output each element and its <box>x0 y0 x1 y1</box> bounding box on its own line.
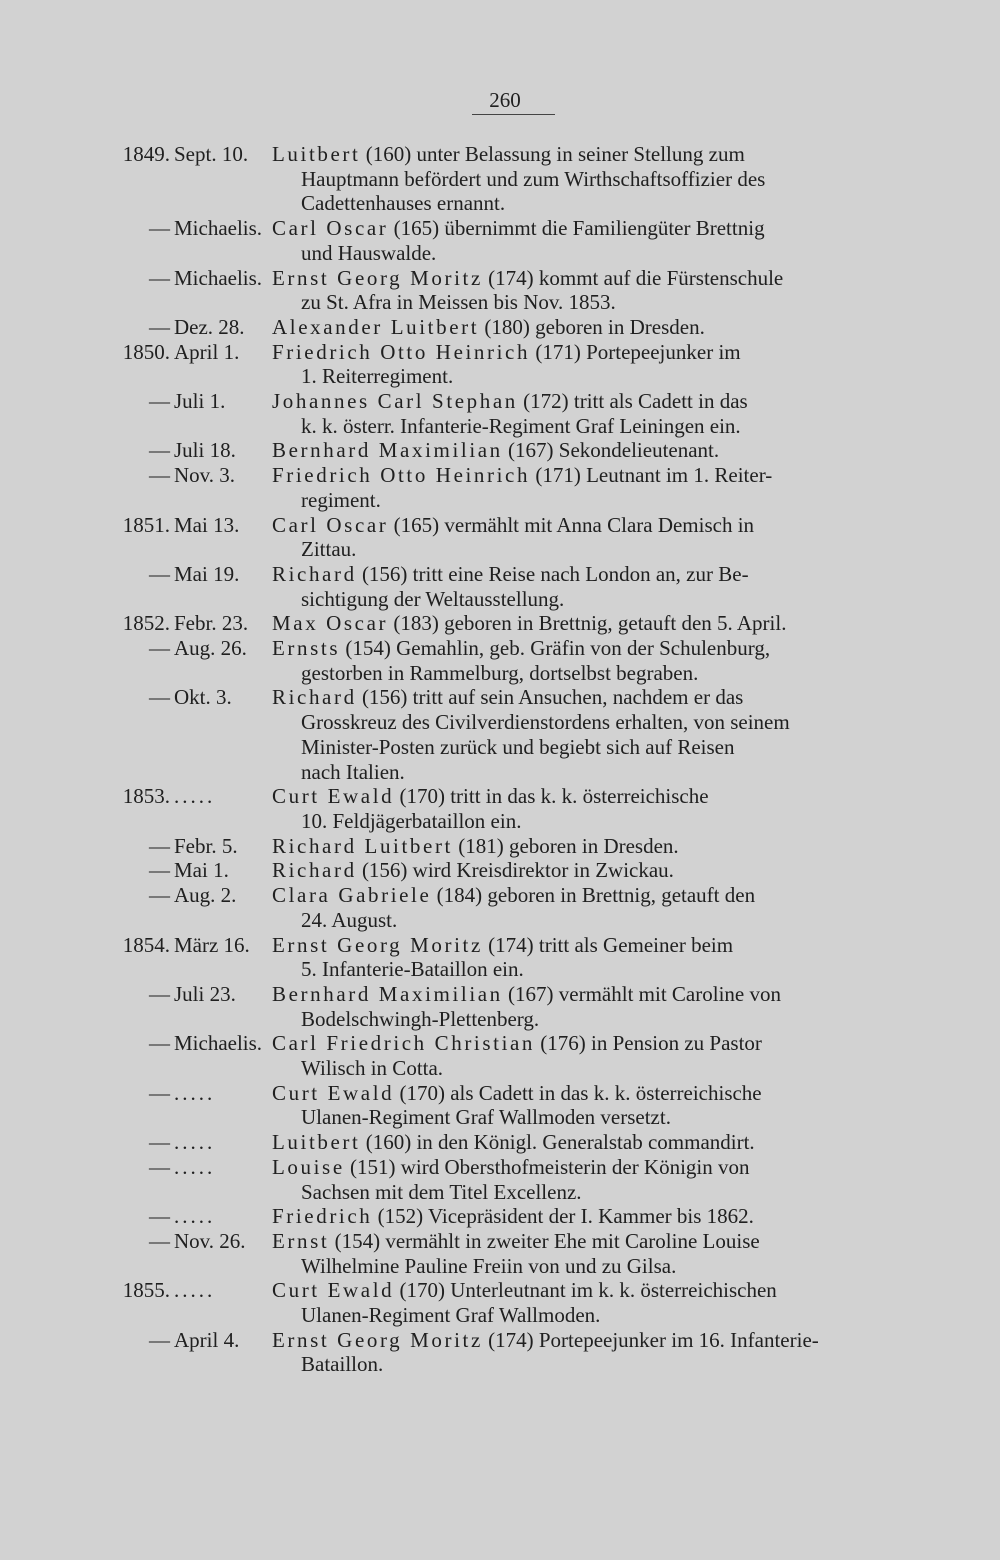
entry-date: Okt. 3. <box>174 685 232 710</box>
person-name: Ernst Georg Moritz <box>272 1327 483 1352</box>
entry-date: Aug. 26. <box>174 636 247 661</box>
chronicle-entry <box>0 562 1000 611</box>
entry-line-text: (167) vermählt mit Caroline von <box>502 981 781 1006</box>
entry-line <box>272 883 892 908</box>
entry-line-text: (171) Portepeejunker im <box>530 339 741 364</box>
person-name: Richard <box>272 858 357 883</box>
entry-text <box>272 216 892 265</box>
entry-year: — <box>149 685 170 710</box>
entry-line-text: (172) tritt als Cadett in das <box>517 389 748 414</box>
chronicle-entry <box>0 266 1000 315</box>
entry-line: Zittau. <box>301 537 357 562</box>
entry-text <box>272 1155 892 1204</box>
chronicle-entry <box>0 1328 1000 1377</box>
entry-year: — <box>149 265 170 290</box>
entry-text <box>272 562 892 611</box>
entry-text <box>272 389 892 438</box>
entry-line <box>272 1155 892 1180</box>
entry-line <box>272 438 892 463</box>
chronicle-entry <box>0 438 1000 463</box>
entry-line-text: (160) in den Königl. Generalstab commandirt. <box>360 1130 755 1155</box>
entry-text <box>272 1204 892 1229</box>
chronicle-entry <box>0 1229 1000 1278</box>
entry-text <box>272 611 892 636</box>
entry-line: 10. Feldjägerbataillon ein. <box>301 808 522 833</box>
entry-year: 1849. <box>122 142 170 166</box>
entry-text <box>272 513 892 562</box>
entry-date: Nov. 26. <box>174 1228 246 1253</box>
chronicle-entry <box>0 216 1000 265</box>
page-number: 260 <box>489 88 521 112</box>
entry-line <box>272 1031 892 1056</box>
person-name: Friedrich Otto Heinrich <box>272 463 531 488</box>
person-name: Ernst Georg Moritz <box>272 932 483 957</box>
entry-line: Wilhelmine Pauline Freiin von und zu Gilsa. <box>301 1253 677 1278</box>
person-name: Curt Ewald <box>272 1278 395 1303</box>
entry-date: Mai 1. <box>174 858 229 883</box>
entry-line: Cadettenhauses ernannt. <box>301 191 506 216</box>
entry-line: Minister-Posten zurück und begiebt sich auf Reisen <box>301 734 735 759</box>
person-name: Richard <box>272 685 357 710</box>
entry-date: Juli 18. <box>174 438 236 463</box>
entry-year: — <box>149 1327 170 1352</box>
entry-line <box>272 933 892 958</box>
entry-year: — <box>149 1154 170 1179</box>
entry-year: — <box>149 463 170 488</box>
entry-line-text: (165) vermählt mit Anna Clara Demisch in <box>388 512 755 537</box>
chronicle-entry <box>0 858 1000 883</box>
person-name: Carl Oscar <box>272 216 389 241</box>
person-name: Alexander Luitbert <box>272 314 480 339</box>
entry-line <box>272 513 892 538</box>
entry-date: Febr. 23. <box>174 611 249 636</box>
entry-line <box>272 389 892 414</box>
person-name: Ernst Georg Moritz <box>272 265 483 290</box>
entry-date: Mai 13. <box>174 512 240 537</box>
entry-year: — <box>149 981 170 1006</box>
entry-date: Michaelis. <box>174 1031 263 1056</box>
entry-text <box>272 1130 892 1155</box>
entry-text <box>272 142 892 216</box>
entry-year: 1850. <box>122 339 170 364</box>
entry-date: Nov. 3. <box>174 463 236 488</box>
chronicle-entry <box>0 513 1000 562</box>
entry-line <box>272 834 892 859</box>
entry-line <box>272 1229 892 1254</box>
entry-line: und Hauswalde. <box>301 240 437 265</box>
entry-line <box>272 266 892 291</box>
entry-line <box>272 636 892 661</box>
person-name: Clara Gabriele <box>272 883 432 908</box>
person-name: Curt Ewald <box>272 784 395 809</box>
entry-text <box>272 266 892 315</box>
chronicle-entry <box>0 463 1000 512</box>
entry-line: sichtigung der Weltausstellung. <box>301 586 565 611</box>
chronicle-entry <box>0 1155 1000 1204</box>
entry-line <box>272 463 892 488</box>
entry-text <box>272 1328 892 1377</box>
entry-line <box>272 315 892 340</box>
entry-line <box>272 562 892 587</box>
entry-line: zu St. Afra in Meissen bis Nov. 1853. <box>301 290 616 315</box>
entry-date: ..... <box>174 1154 216 1179</box>
person-name: Carl Friedrich Christian <box>272 1031 536 1056</box>
entry-line-text: (156) tritt auf sein Ansuchen, nachdem er das <box>356 685 744 710</box>
entry-text <box>272 982 892 1031</box>
person-name: Friedrich <box>272 1204 373 1229</box>
entry-text <box>272 438 892 463</box>
entry-text <box>272 340 892 389</box>
chronicle-entry <box>0 636 1000 685</box>
chronicle-entry <box>0 685 1000 784</box>
entry-date: Dez. 28. <box>174 314 245 339</box>
entry-text <box>272 636 892 685</box>
entry-line <box>272 1278 892 1303</box>
chronicle-entry <box>0 1204 1000 1229</box>
entry-date: Juli 1. <box>174 389 226 414</box>
person-name: Luitbert <box>272 142 361 166</box>
entry-line <box>272 1081 892 1106</box>
entry-line: Hauptmann befördert und zum Wirthschaftsoffizier des <box>301 166 766 191</box>
entry-line-text: (170) als Cadett in das k. k. österreichische <box>394 1080 762 1105</box>
chronicle-entry <box>0 340 1000 389</box>
entry-line-text: (174) Portepeejunker im 16. Infanterie- <box>482 1327 819 1352</box>
entry-year: — <box>149 833 170 858</box>
entry-line <box>272 1204 892 1229</box>
person-name: Friedrich Otto Heinrich <box>272 339 531 364</box>
entry-date: Sept. 10. <box>174 142 249 166</box>
entry-date: ..... <box>174 784 216 809</box>
entry-text <box>272 685 892 784</box>
entry-year: 1854. <box>122 932 170 957</box>
entry-year: 1853. <box>122 784 170 809</box>
entry-line-text: (176) in Pension zu Pastor <box>535 1031 762 1056</box>
entry-line-text: (184) geboren in Brettnig, getauft den <box>431 883 756 908</box>
entry-date: März 16. <box>174 932 250 957</box>
entry-line <box>272 1328 892 1353</box>
chronicle-entries <box>0 142 1000 1377</box>
entry-date: Michaelis. <box>174 216 263 241</box>
chronicle-entry <box>0 784 1000 833</box>
entry-date: Febr. 5. <box>174 833 238 858</box>
chronicle-entry <box>0 834 1000 859</box>
entry-line: Bataillon. <box>301 1352 384 1377</box>
entry-text <box>272 1278 892 1327</box>
entry-line-text: (165) übernimmt die Familiengüter Brettnig <box>388 216 765 241</box>
entry-line-text: (180) geboren in Dresden. <box>479 314 705 339</box>
entry-text <box>272 1081 892 1130</box>
entry-line-text: (156) tritt eine Reise nach London an, zur Be- <box>356 561 749 586</box>
entry-date: ..... <box>174 1080 216 1105</box>
entry-line <box>272 340 892 365</box>
entry-year: — <box>149 1204 170 1229</box>
person-name: Richard Luitbert <box>272 833 453 858</box>
person-name: Carl Oscar <box>272 512 389 537</box>
entry-date: April 4. <box>174 1327 240 1352</box>
entry-year: 1855. <box>122 1278 170 1303</box>
entry-year: — <box>149 1130 170 1155</box>
entry-line-text: (160) unter Belassung in seiner Stellung zum <box>360 142 745 166</box>
entry-line: regiment. <box>301 487 381 512</box>
entry-date: Juli 23. <box>174 981 236 1006</box>
entry-year: — <box>149 561 170 586</box>
entry-line-text: (152) Vicepräsident der I. Kammer bis 1862. <box>372 1204 754 1229</box>
entry-text <box>272 883 892 932</box>
entry-line-text: (167) Sekondelieutenant. <box>502 438 720 463</box>
entry-year: 1852. <box>122 611 170 636</box>
person-name: Richard <box>272 561 357 586</box>
person-name: Bernhard Maximilian <box>272 438 503 463</box>
person-name: Bernhard Maximilian <box>272 981 503 1006</box>
entry-line: Ulanen-Regiment Graf Wallmoden. <box>301 1303 601 1328</box>
entry-line: Sachsen mit dem Titel Excellenz. <box>301 1179 582 1204</box>
entry-date: ..... <box>174 1204 216 1229</box>
entry-line: 5. Infanterie-Bataillon ein. <box>301 957 524 982</box>
chronicle-entry <box>0 883 1000 932</box>
entry-line-text: (174) tritt als Gemeiner beim <box>482 932 734 957</box>
entry-line-text: (181) geboren in Dresden. <box>452 833 679 858</box>
person-name: Curt Ewald <box>272 1080 395 1105</box>
entry-year: — <box>149 1228 170 1253</box>
entry-year: — <box>149 636 170 661</box>
entry-year: — <box>149 1080 170 1105</box>
entry-line: k. k. österr. Infanterie-Regiment Graf Leiningen ein. <box>301 413 741 438</box>
page-number-rule <box>472 114 555 115</box>
entry-text <box>272 315 892 340</box>
entry-line-text: (171) Leutnant im 1. Reiter- <box>530 463 773 488</box>
entry-line <box>272 142 892 167</box>
chronicle-entry <box>0 933 1000 982</box>
entry-line <box>272 784 892 809</box>
entry-line <box>272 611 892 636</box>
entry-text <box>272 834 892 859</box>
entry-line <box>272 685 892 710</box>
entry-line-text: (183) geboren in Brettnig, getauft den 5. April. <box>388 611 787 636</box>
entry-date: Michaelis. <box>174 265 263 290</box>
entry-date: ..... <box>174 1130 216 1155</box>
person-name: Johannes Carl Stephan <box>272 389 518 414</box>
person-name: Max Oscar <box>272 611 389 636</box>
chronicle-entry <box>0 389 1000 438</box>
person-name: Ernsts <box>272 636 341 661</box>
chronicle-entry <box>0 611 1000 636</box>
person-name: Luitbert <box>272 1130 361 1155</box>
entry-line: 1. Reiterregiment. <box>301 364 454 389</box>
entry-line-text: (170) Unterleutnant im k. k. österreichischen <box>394 1278 777 1303</box>
entry-date: Aug. 2. <box>174 883 237 908</box>
entry-date: ..... <box>174 1278 216 1303</box>
entry-text <box>272 933 892 982</box>
entry-year: — <box>149 389 170 414</box>
entry-year: — <box>149 438 170 463</box>
chronicle-entry <box>0 142 1000 216</box>
chronicle-entry <box>0 1130 1000 1155</box>
entry-date: April 1. <box>174 339 240 364</box>
entry-line <box>272 216 892 241</box>
chronicle-entry <box>0 1031 1000 1080</box>
entry-year: — <box>149 883 170 908</box>
entry-line-text: (170) tritt in das k. k. österreichische <box>394 784 709 809</box>
entry-line-text: (174) kommt auf die Fürstenschule <box>482 265 784 290</box>
entry-year: — <box>149 216 170 241</box>
entry-text <box>272 1229 892 1278</box>
entry-year: — <box>149 858 170 883</box>
entry-year: — <box>149 314 170 339</box>
entry-text <box>272 858 892 883</box>
entry-line: Grosskreuz des Civilverdienstordens erhalten, von seinem <box>301 710 790 735</box>
entry-line-text: (154) Gemahlin, geb. Gräfin von der Schulenburg, <box>340 636 771 661</box>
chronicle-entry <box>0 1081 1000 1130</box>
entry-date: Mai 19. <box>174 561 240 586</box>
entry-line <box>272 858 892 883</box>
entry-line: Bodelschwingh-Plettenberg. <box>301 1006 540 1031</box>
entry-year: — <box>149 1031 170 1056</box>
chronicle-entry <box>0 1278 1000 1327</box>
person-name: Ernst <box>272 1228 330 1253</box>
entry-line: Wilisch in Cotta. <box>301 1056 444 1081</box>
entry-line-text: (156) wird Kreisdirektor in Zwickau. <box>356 858 674 883</box>
entry-text <box>272 1031 892 1080</box>
entry-line <box>272 982 892 1007</box>
entry-line: Ulanen-Regiment Graf Wallmoden versetzt. <box>301 1105 671 1130</box>
entry-line <box>272 1130 892 1155</box>
entry-year: 1851. <box>122 512 170 537</box>
entry-line: nach Italien. <box>301 759 405 784</box>
entry-text <box>272 463 892 512</box>
person-name: Louise <box>272 1154 345 1179</box>
entry-text <box>272 784 892 833</box>
chronicle-entry <box>0 982 1000 1031</box>
entry-line-text: (151) wird Obersthofmeisterin der Königin von <box>344 1154 750 1179</box>
chronicle-entry <box>0 315 1000 340</box>
entry-line: 24. August. <box>301 907 398 932</box>
entry-line: gestorben in Rammelburg, dortselbst begraben. <box>301 660 699 685</box>
entry-line-text: (154) vermählt in zweiter Ehe mit Caroline Louise <box>329 1228 760 1253</box>
